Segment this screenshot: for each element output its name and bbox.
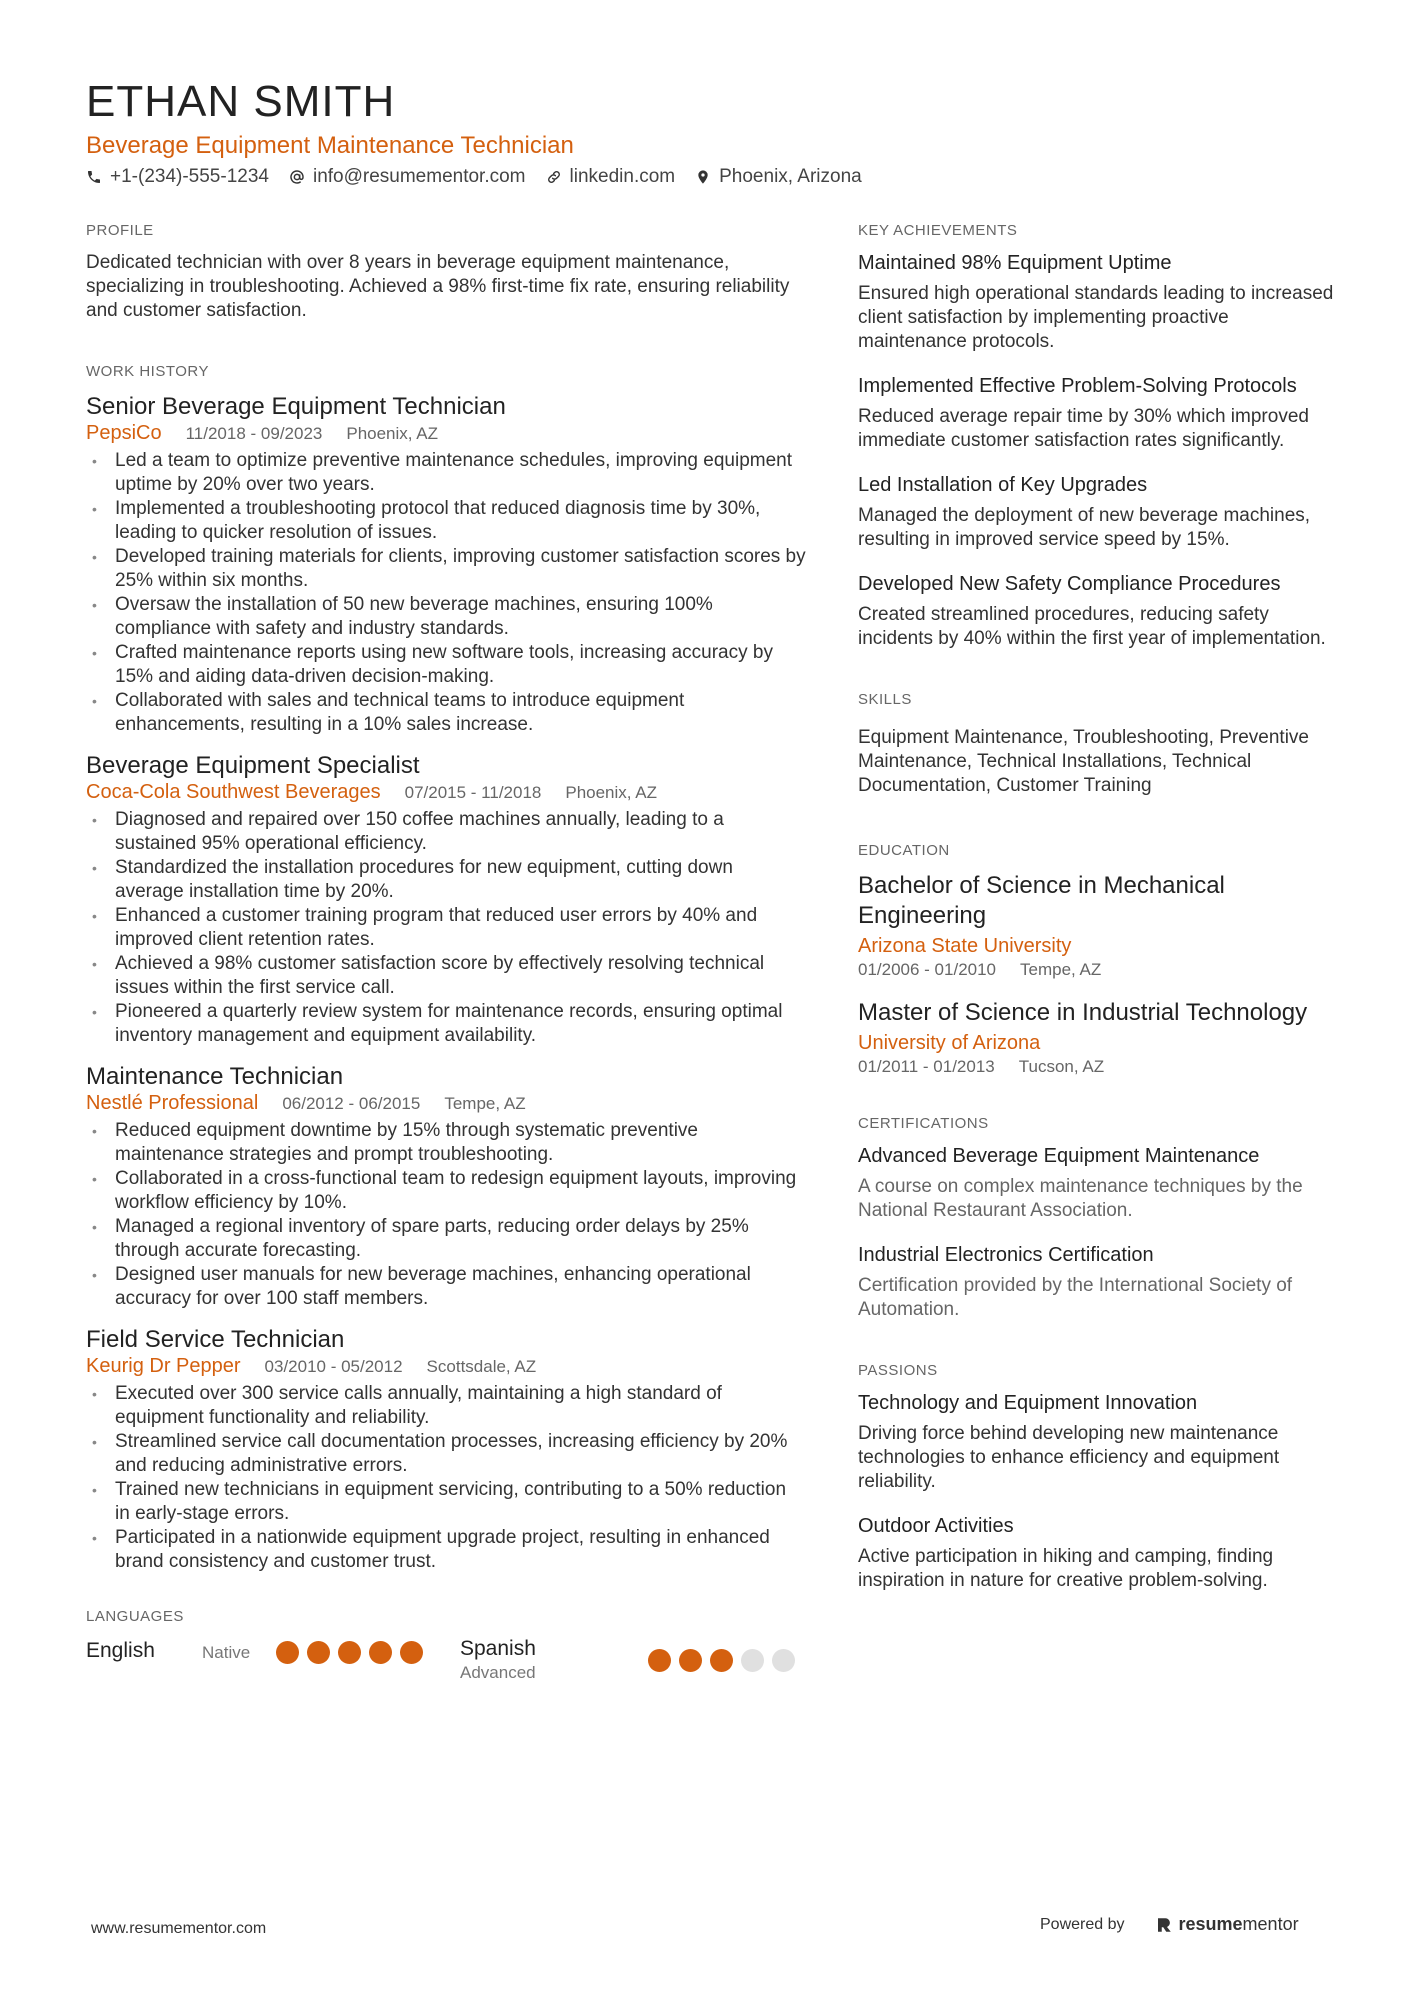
rating-dot-empty: [741, 1649, 764, 1672]
contact-email[interactable]: [289, 166, 526, 188]
education-section: [858, 842, 1338, 1077]
passion-item: [858, 1514, 1338, 1593]
powered-by-text: Powered by: [1040, 1915, 1125, 1933]
languages-list: [86, 1637, 806, 1683]
job-company: Coca-Cola Southwest Beverages: [86, 781, 381, 803]
language-level: Advanced: [460, 1663, 536, 1682]
phone-text: +1-(234)-555-1234: [110, 166, 269, 187]
job-bullet: • Reduced equipment downtime by 15% through systematic preventive maintenance strategies and prompt troubleshooting.: [86, 1119, 806, 1167]
footer-brand: [1040, 1914, 1299, 1935]
profile-heading: PROFILE: [86, 222, 154, 239]
rating-dot-filled: [369, 1641, 392, 1664]
achievement-desc: Ensured high operational standards leading to increased client satisfaction by implementing proactive maintenance protocols.: [858, 283, 1334, 352]
rating-dot-filled: [400, 1641, 423, 1664]
job-location: Tempe, AZ: [444, 1094, 526, 1113]
education-degree: Bachelor of Science in Mechanical Engineering: [858, 872, 1225, 929]
job-location: Phoenix, AZ: [565, 783, 658, 802]
contact-bar: [86, 166, 862, 188]
job-meta: [86, 422, 806, 445]
profile-text: Dedicated technician with over 8 years in beverage equipment maintenance, specializing in troubleshooting. Achieved a 98% first-time fix rate, ensuring reliability and customer satisfaction.: [86, 252, 790, 321]
brand-bold: resume: [1178, 1914, 1243, 1934]
achievement-title: Developed New Safety Compliance Procedures: [858, 573, 1281, 595]
languages-section: [86, 1608, 806, 1683]
job-meta: [86, 1092, 806, 1115]
language-label-stack: [460, 1637, 648, 1683]
job-company: Keurig Dr Pepper: [86, 1355, 241, 1377]
achievement-title: Implemented Effective Problem-Solving Protocols: [858, 375, 1297, 397]
language-name: Spanish: [460, 1637, 536, 1660]
rating-dot-filled: [648, 1649, 671, 1672]
language-item: [460, 1637, 795, 1683]
job-bullet: • Participated in a nationwide equipment upgrade project, resulting in enhanced brand consistency and customer trust.: [86, 1526, 806, 1574]
job-title: Beverage Equipment Specialist: [86, 752, 420, 779]
passions-section: [858, 1362, 1338, 1593]
achievement-desc: Created streamlined procedures, reducing safety incidents by 40% within the first year of implementation.: [858, 604, 1326, 649]
passion-title: Technology and Equipment Innovation: [858, 1392, 1198, 1414]
location-text: Phoenix, Arizona: [719, 166, 862, 187]
job-meta: [86, 781, 806, 804]
education-meta: [858, 1057, 1338, 1077]
job-bullet: • Oversaw the installation of 50 new beverage machines, ensuring 100% compliance with safety and industry standards.: [86, 593, 806, 641]
education-school: University of Arizona: [858, 1032, 1041, 1054]
skills-heading: SKILLS: [858, 691, 912, 708]
rating-dot-filled: [276, 1641, 299, 1664]
education-location: Tempe, AZ: [1020, 960, 1102, 979]
education-item: [858, 998, 1338, 1077]
job-bullet: • Executed over 300 service calls annually, maintaining a high standard of equipment functionality and reliability.: [86, 1382, 806, 1430]
left-column: [86, 222, 806, 1683]
education-location: Tucson, AZ: [1018, 1057, 1105, 1076]
education-heading: EDUCATION: [858, 842, 950, 859]
education-dates: 01/2011 - 01/2013: [858, 1057, 995, 1076]
passion-desc: Driving force behind developing new maintenance technologies to enhance efficiency and equipment reliability.: [858, 1423, 1280, 1492]
passion-title: Outdoor Activities: [858, 1515, 1014, 1537]
rating-dot-filled: [679, 1649, 702, 1672]
contact-location: [695, 166, 862, 188]
certification-item: [858, 1243, 1338, 1322]
candidate-name: ETHAN SMITH: [86, 77, 396, 126]
resumementor-logo-icon: [1155, 1916, 1173, 1934]
achievement-title: Led Installation of Key Upgrades: [858, 474, 1148, 496]
achievement-desc: Reduced average repair time by 30% which improved immediate customer satisfaction rates significantly.: [858, 406, 1309, 451]
rating-dot-filled: [338, 1641, 361, 1664]
job-dates: 07/2015 - 11/2018: [404, 783, 542, 802]
language-item: [86, 1637, 460, 1664]
achievement-title: Maintained 98% Equipment Uptime: [858, 252, 1172, 274]
job-entry: [86, 1062, 806, 1311]
achievement-desc: Managed the deployment of new beverage machines, resulting in improved service speed by 15%.: [858, 505, 1311, 550]
job-bullet: • Managed a regional inventory of spare parts, reducing order delays by 25% through accurate forecasting.: [86, 1215, 806, 1263]
key-achievements-heading: KEY ACHIEVEMENTS: [858, 222, 1018, 239]
brand-rest: mentor: [1242, 1914, 1299, 1934]
job-bullet: • Enhanced a customer training program that reduced user errors by 40% and improved client retention rates.: [86, 904, 806, 952]
job-company: Nestlé Professional: [86, 1092, 259, 1114]
job-bullet: • Led a team to optimize preventive maintenance schedules, improving equipment uptime by 20% over two years.: [86, 449, 806, 497]
passions-heading: PASSIONS: [858, 1362, 938, 1379]
link-icon: [546, 169, 562, 185]
language-name: English: [86, 1639, 155, 1662]
job-entry: [86, 1325, 806, 1574]
language-level: Native: [202, 1643, 251, 1662]
job-title: Senior Beverage Equipment Technician: [86, 393, 506, 420]
job-bullet: • Trained new technicians in equipment servicing, contributing to a 50% reduction in early-stage errors.: [86, 1478, 806, 1526]
job-entry: [86, 392, 806, 737]
job-title: Field Service Technician: [86, 1326, 345, 1353]
education-dates: 01/2006 - 01/2010: [858, 960, 997, 979]
education-meta: [858, 960, 1338, 980]
job-dates: 11/2018 - 09/2023: [185, 424, 323, 443]
job-bullet: • Collaborated in a cross-functional team to redesign equipment layouts, improving workflow efficiency by 10%.: [86, 1167, 806, 1215]
job-bullets: [86, 808, 806, 1048]
job-bullet: • Pioneered a quarterly review system for maintenance records, ensuring optimal inventory management and equipment availability.: [86, 1000, 806, 1048]
job-meta: [86, 1355, 806, 1378]
location-pin-icon: [695, 169, 711, 185]
job-bullet: • Developed training materials for clients, improving customer satisfaction scores by 25% within six months.: [86, 545, 806, 593]
achievement-item: [858, 374, 1338, 453]
job-location: Scottsdale, AZ: [426, 1357, 537, 1376]
right-column: [858, 222, 1338, 1613]
rating-dot-filled: [710, 1649, 733, 1672]
work-history-heading: WORK HISTORY: [86, 363, 209, 380]
contact-linkedin[interactable]: [546, 166, 676, 188]
job-bullet: • Crafted maintenance reports using new software tools, increasing accuracy by 15% and aiding data-driven decision-making.: [86, 641, 806, 689]
education-degree: Master of Science in Industrial Technology: [858, 999, 1308, 1026]
certification-title: Industrial Electronics Certification: [858, 1244, 1154, 1266]
job-bullet: • Achieved a 98% customer satisfaction score by effectively resolving technical issues within the first service call.: [86, 952, 806, 1000]
certification-title: Advanced Beverage Equipment Maintenance: [858, 1145, 1260, 1167]
linkedin-text: linkedin.com: [569, 166, 676, 187]
job-bullets: [86, 1382, 806, 1574]
at-icon: [289, 169, 305, 185]
job-bullet: • Collaborated with sales and technical teams to introduce equipment enhancements, resulting in a 10% sales increase.: [86, 689, 806, 737]
job-dates: 06/2012 - 06/2015: [282, 1094, 421, 1113]
certification-item: [858, 1144, 1338, 1223]
job-entry: [86, 751, 806, 1048]
job-bullet: • Standardized the installation procedures for new equipment, cutting down average installation time by 20%.: [86, 856, 806, 904]
language-rating: [648, 1637, 795, 1672]
job-bullet: • Diagnosed and repaired over 150 coffee machines annually, leading to a sustained 95% operational efficiency.: [86, 808, 806, 856]
work-history-section: [86, 363, 806, 1574]
email-text: info@resumementor.com: [312, 166, 526, 187]
education-item: [858, 871, 1338, 980]
candidate-role: Beverage Equipment Maintenance Technician: [86, 132, 574, 159]
skills-text: Equipment Maintenance, Troubleshooting, Preventive Maintenance, Technical Installations, Technical Documentation, Customer Training: [858, 727, 1309, 796]
footer-website[interactable]: www.resumementor.com: [91, 1920, 267, 1937]
passion-desc: Active participation in hiking and camping, finding inspiration in nature for creative problem-solving.: [858, 1546, 1274, 1591]
rating-dot-empty: [772, 1649, 795, 1672]
achievement-item: [858, 473, 1338, 552]
profile-section: [86, 222, 806, 323]
job-bullet: • Implemented a troubleshooting protocol that reduced diagnosis time by 30%, leading to quicker resolution of issues.: [86, 497, 806, 545]
key-achievements-section: [858, 222, 1338, 651]
job-bullet: • Streamlined service call documentation processes, increasing efficiency by 20% and reducing administrative errors.: [86, 1430, 806, 1478]
skills-section: [858, 691, 1338, 798]
certification-desc: Certification provided by the International Society of Automation.: [858, 1275, 1293, 1320]
education-school: Arizona State University: [858, 935, 1072, 957]
job-title: Maintenance Technician: [86, 1063, 344, 1090]
passion-item: [858, 1391, 1338, 1494]
rating-dot-filled: [307, 1641, 330, 1664]
achievement-item: [858, 572, 1338, 651]
brand-text: [1179, 1914, 1299, 1935]
job-company: PepsiCo: [86, 422, 162, 444]
certifications-section: [858, 1115, 1338, 1322]
resumementor-logo[interactable]: [1155, 1914, 1299, 1935]
achievement-item: [858, 251, 1338, 354]
job-bullets: [86, 449, 806, 737]
job-dates: 03/2010 - 05/2012: [264, 1357, 403, 1376]
certification-desc: A course on complex maintenance techniques by the National Restaurant Association.: [858, 1176, 1303, 1221]
job-bullet: • Designed user manuals for new beverage machines, enhancing operational accuracy for over 100 staff members.: [86, 1263, 806, 1311]
job-bullets: [86, 1119, 806, 1311]
certifications-heading: CERTIFICATIONS: [858, 1115, 989, 1132]
phone-icon: [86, 169, 102, 185]
languages-heading: LANGUAGES: [86, 1608, 184, 1625]
contact-phone[interactable]: [86, 166, 269, 188]
job-location: Phoenix, AZ: [346, 424, 439, 443]
language-rating: [276, 1637, 423, 1664]
